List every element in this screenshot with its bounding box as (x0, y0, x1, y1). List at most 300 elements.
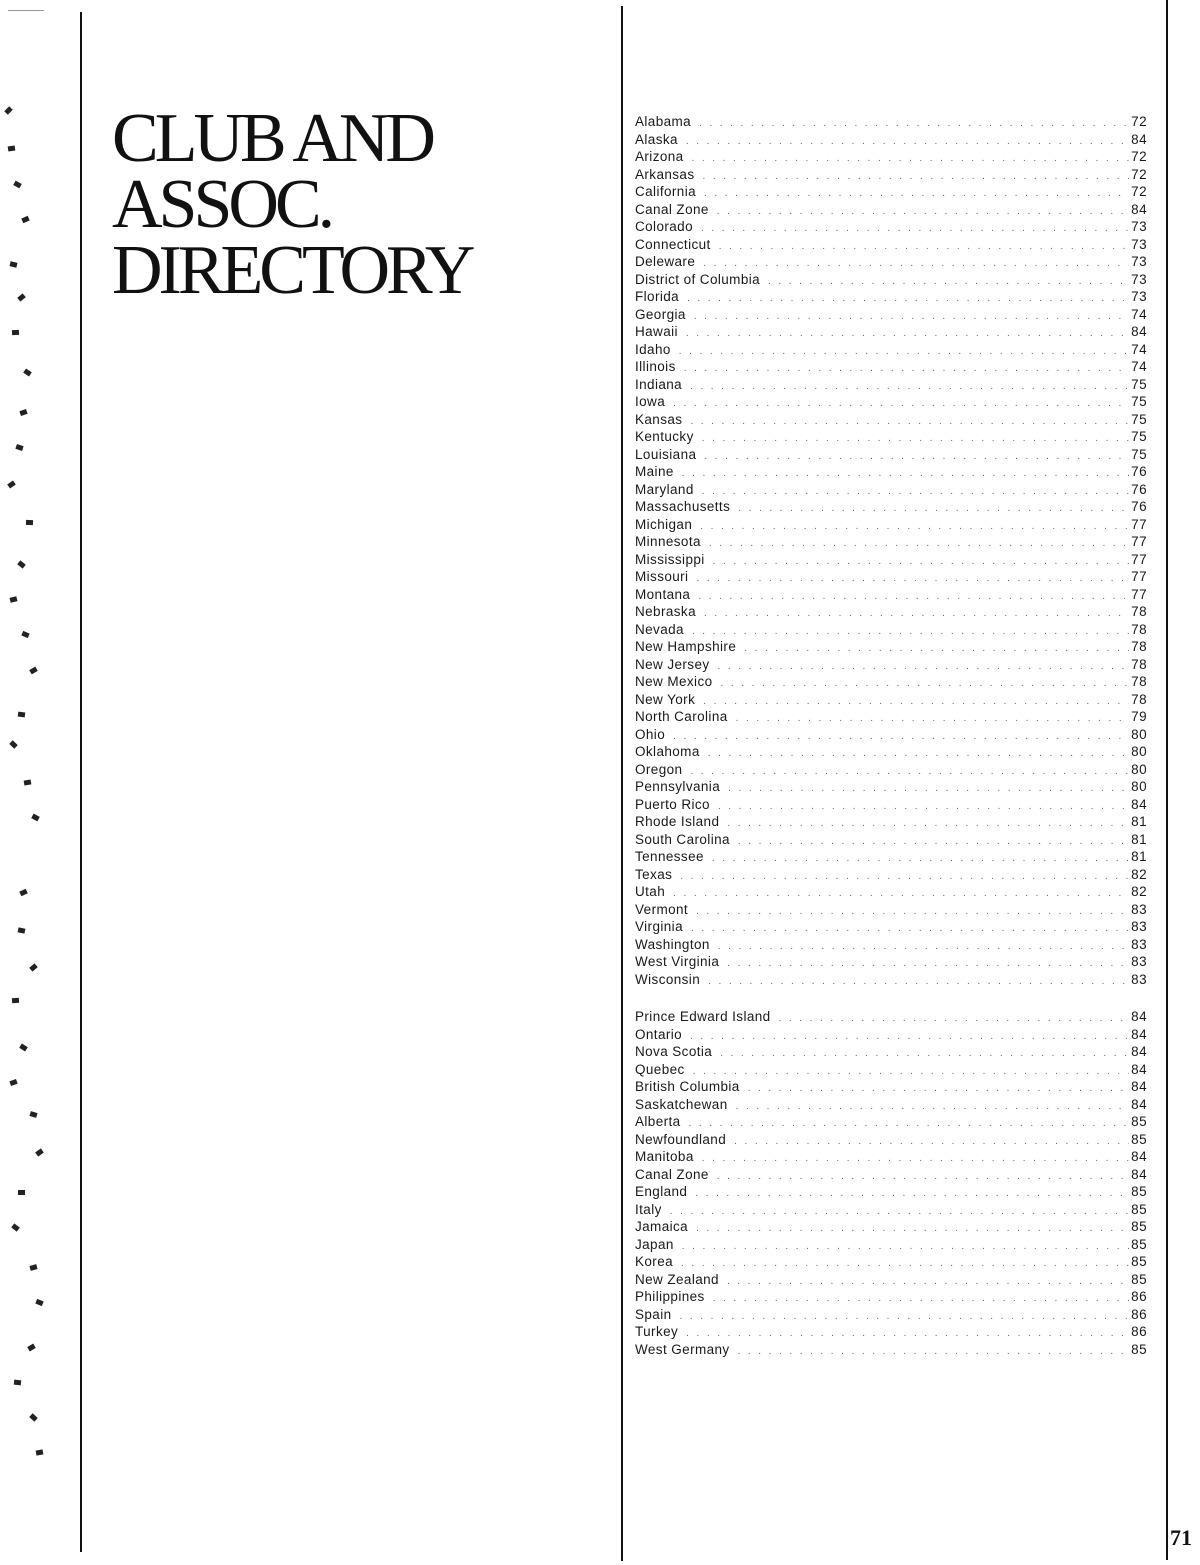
toc-entry-page: 78 (1131, 639, 1147, 654)
page-title (112, 100, 472, 309)
toc-entry-name: Alaska (635, 131, 678, 147)
toc-entry-page: 85 (1131, 1254, 1147, 1269)
toc-leader-dots (709, 535, 1129, 553)
toc-entry-name: Oklahoma (635, 744, 700, 759)
toc-entry (635, 691, 1147, 709)
toc-leader-dots (708, 745, 1129, 763)
toc-leader-dots (702, 483, 1129, 501)
toc-entry-page: 75 (1131, 394, 1147, 409)
toc-entry-page: 76 (1131, 481, 1147, 497)
toc-entry (635, 778, 1147, 796)
toc-entry-name: Ohio (635, 726, 666, 742)
toc-leader-dots (686, 1325, 1129, 1343)
toc-entry-page: 83 (1131, 901, 1147, 917)
toc-entry (635, 656, 1147, 674)
toc-entry-page: 84 (1131, 1166, 1147, 1182)
toc-leader-dots (727, 815, 1129, 833)
toc-entry (635, 761, 1147, 779)
toc-entry (635, 376, 1147, 394)
toc-leader-dots (686, 133, 1129, 151)
binding-mark (27, 1344, 36, 1352)
toc-entry-page: 78 (1131, 691, 1147, 707)
toc-leader-dots (702, 430, 1129, 448)
toc-entry-page: 83 (1131, 954, 1147, 969)
toc-entry-page: 73 (1131, 219, 1147, 234)
binding-mark (7, 480, 16, 488)
toc-entry (635, 708, 1147, 726)
binding-mark (21, 216, 29, 223)
binding-mark (35, 1299, 43, 1306)
toc-entry (635, 113, 1147, 131)
toc-entry (635, 1008, 1147, 1026)
toc-entry-page: 77 (1131, 516, 1147, 532)
toc-leader-dots (702, 168, 1129, 186)
toc-entry-page: 81 (1131, 831, 1147, 847)
toc-entry-name: Mississippi (635, 551, 705, 567)
toc-entry (635, 1061, 1147, 1079)
binding-mark (13, 181, 22, 189)
toc-entry (635, 1113, 1147, 1131)
toc-entry-name: Missouri (635, 569, 689, 584)
toc-entry-name: Idaho (635, 341, 671, 357)
binding-mark (31, 814, 40, 822)
toc-entry-name: Manitoba (635, 1149, 694, 1164)
toc-entry (635, 603, 1147, 621)
toc-leader-dots (700, 518, 1129, 536)
toc-leader-dots (703, 693, 1129, 711)
toc-entry-name: Colorado (635, 219, 693, 234)
toc-leader-dots (681, 1255, 1129, 1273)
toc-entry (635, 1288, 1147, 1306)
toc-entry-page: 84 (1131, 1061, 1147, 1077)
toc-leader-dots (708, 973, 1129, 991)
toc-entry-page: 84 (1131, 1149, 1147, 1164)
toc-entry-page: 84 (1131, 1096, 1147, 1112)
toc-entry (635, 1131, 1147, 1149)
toc-leader-dots (768, 273, 1129, 291)
toc-entry-page: 77 (1131, 569, 1147, 584)
toc-entry-page: 82 (1131, 866, 1147, 882)
binding-mark (29, 1111, 37, 1118)
toc-leader-dots (779, 1010, 1130, 1028)
binding-mark (8, 146, 16, 152)
toc-entry-name: Minnesota (635, 534, 701, 549)
toc-entry (635, 1043, 1147, 1061)
toc-leader-dots (680, 868, 1129, 886)
toc-entry-page: 84 (1131, 1026, 1147, 1042)
binding-mark (17, 293, 26, 301)
toc-entry-page: 73 (1131, 254, 1147, 269)
toc-leader-dots (738, 500, 1129, 518)
toc-leader-dots (693, 1063, 1129, 1081)
toc-entry (635, 743, 1147, 761)
toc-leader-dots (673, 885, 1129, 903)
toc-entry-name: Michigan (635, 516, 693, 532)
toc-entry-page: 81 (1131, 814, 1147, 829)
binding-mark (23, 368, 32, 376)
toc-entry-name: Alabama (635, 114, 692, 129)
toc-entry-page: 78 (1131, 674, 1147, 689)
toc-entry-page: 86 (1131, 1306, 1147, 1322)
toc-entry-name: New York (635, 691, 696, 707)
toc-entry (635, 131, 1147, 149)
toc-entry (635, 883, 1147, 901)
toc-entry-page: 77 (1131, 586, 1147, 602)
toc-entry (635, 568, 1147, 586)
binding-mark (24, 779, 32, 785)
binding-mark (4, 106, 12, 114)
toc-leader-dots (748, 1080, 1129, 1098)
toc-entry-page: 76 (1131, 499, 1147, 514)
toc-entry-page: 74 (1131, 359, 1147, 374)
toc-entry (635, 166, 1147, 184)
toc-entry-page: 85 (1131, 1131, 1147, 1147)
toc-entry (635, 236, 1147, 254)
toc-entry (635, 1183, 1147, 1201)
toc-leader-dots (689, 1115, 1130, 1133)
toc-entry-name: Georgia (635, 306, 686, 322)
toc-entry (635, 271, 1147, 289)
toc-entry-name: New Zealand (635, 1271, 719, 1287)
toc-leader-dots (728, 780, 1129, 798)
binding-mark (35, 1148, 44, 1156)
toc-entry-name: Prince Edward Island (635, 1009, 771, 1024)
binding-mark (10, 261, 18, 267)
toc-entry-name: Rhode Island (635, 814, 720, 829)
toc-entry-name: Nebraska (635, 604, 696, 619)
binding-mark (29, 1264, 37, 1271)
left-column-rule (80, 12, 82, 1552)
toc-leader-dots (695, 1185, 1129, 1203)
toc-entry (635, 848, 1147, 866)
toc-entry-name: Massachusetts (635, 499, 731, 514)
toc-leader-dots (692, 150, 1130, 168)
toc-leader-dots (702, 1150, 1129, 1168)
toc-entry-page: 74 (1131, 341, 1147, 357)
toc-entry-page: 76 (1131, 464, 1147, 479)
toc-leader-dots (704, 605, 1129, 623)
toc-leader-dots (703, 255, 1129, 273)
toc-entry-page: 72 (1131, 114, 1147, 129)
toc-leader-dots (719, 238, 1129, 256)
toc-entry-page: 82 (1131, 884, 1147, 899)
toc-entry-name: Virginia (635, 919, 683, 934)
binding-mark (12, 330, 19, 335)
toc-entry (635, 1148, 1147, 1166)
toc-entry (635, 1201, 1147, 1219)
toc-entry-name: Puerto Rico (635, 796, 710, 812)
toc-entry (635, 1218, 1147, 1236)
toc-entry-name: Deleware (635, 254, 696, 269)
toc-entry-page: 75 (1131, 376, 1147, 392)
toc-leader-dots (690, 763, 1129, 781)
toc-entry (635, 411, 1147, 429)
binding-mark (19, 1043, 28, 1051)
toc-entry-name: California (635, 184, 697, 199)
toc-leader-dots (673, 728, 1129, 746)
toc-entry-page: 72 (1131, 166, 1147, 182)
toc-entry-page: 78 (1131, 604, 1147, 619)
binding-mark (19, 409, 27, 416)
toc-entry-name: New Jersey (635, 656, 710, 672)
toc-leader-dots (717, 1168, 1129, 1186)
toc-leader-dots (718, 938, 1129, 956)
toc-entry (635, 533, 1147, 551)
toc-entry-name: Canal Zone (635, 1166, 709, 1182)
toc-leader-dots (698, 588, 1129, 606)
toc-leader-dots (713, 553, 1130, 571)
toc-entry-page: 84 (1131, 1009, 1147, 1024)
toc-entry-name: Indiana (635, 376, 683, 392)
binding-mark (18, 712, 26, 718)
page-number: 71 (1170, 1525, 1192, 1550)
toc-leader-dots (720, 1045, 1129, 1063)
toc-entry-name: Louisiana (635, 446, 697, 462)
toc-entry-name: Pennsylvania (635, 779, 721, 794)
binding-mark (29, 1413, 38, 1421)
binding-marks (0, 0, 60, 1565)
toc-entry-name: Texas (635, 866, 673, 882)
toc-leader-dots (721, 675, 1130, 693)
toc-leader-dots (684, 360, 1129, 378)
binding-mark (18, 927, 26, 933)
toc-entry-name: Utah (635, 884, 666, 899)
toc-leader-dots (734, 1133, 1129, 1151)
toc-entry-page: 85 (1131, 1219, 1147, 1234)
toc-entry-page: 80 (1131, 761, 1147, 777)
toc-entry-page: 84 (1131, 796, 1147, 812)
toc-entry-page: 84 (1131, 131, 1147, 147)
binding-mark (36, 1449, 44, 1455)
toc-entry-page: 80 (1131, 744, 1147, 759)
toc-entry (635, 936, 1147, 954)
toc-entry (635, 638, 1147, 656)
toc-leader-dots (744, 640, 1129, 658)
toc-entry-page: 78 (1131, 656, 1147, 672)
toc-entry-name: Wisconsin (635, 971, 701, 987)
toc-entry-name: Vermont (635, 901, 689, 917)
toc-entry-name: Oregon (635, 761, 683, 777)
toc-entry (635, 428, 1147, 446)
toc-entry (635, 201, 1147, 219)
toc-leader-dots (686, 325, 1129, 343)
right-column-rule (1166, 0, 1168, 1560)
toc-entry (635, 516, 1147, 534)
binding-mark (19, 889, 27, 896)
toc-entry-name: West Germany (635, 1341, 730, 1357)
toc-leader-dots (699, 115, 1129, 133)
toc-entry (635, 1096, 1147, 1114)
center-column-rule (621, 6, 623, 1561)
toc-leader-dots (673, 395, 1129, 413)
toc-leader-dots (701, 220, 1129, 238)
toc-entry-name: West Virginia (635, 954, 720, 969)
toc-leader-dots (696, 1220, 1129, 1238)
toc-entry (635, 1078, 1147, 1096)
toc-entry-name: District of Columbia (635, 271, 761, 287)
binding-mark (18, 1190, 25, 1195)
toc-entry-page: 72 (1131, 184, 1147, 199)
toc-leader-dots (691, 920, 1129, 938)
toc-entry (635, 673, 1147, 691)
toc-entry-name: North Carolina (635, 709, 728, 724)
toc-leader-dots (736, 710, 1130, 728)
toc-entry (635, 288, 1147, 306)
toc-entry-name: Florida (635, 289, 680, 304)
toc-leader-dots (694, 308, 1129, 326)
toc-leader-dots (704, 448, 1129, 466)
toc-leader-dots (692, 623, 1129, 641)
toc-leader-dots (718, 658, 1130, 676)
toc-entry-name: Philippines (635, 1289, 705, 1304)
title-line-3: DIRECTORY (112, 232, 472, 309)
binding-mark (15, 444, 23, 451)
toc-entry (635, 953, 1147, 971)
toc-entry (635, 306, 1147, 324)
toc-entry-page: 83 (1131, 936, 1147, 952)
toc-entry-page: 80 (1131, 726, 1147, 742)
toc-entry (635, 323, 1147, 341)
toc-entry-name: Arizona (635, 149, 684, 164)
toc-entry-name: Montana (635, 586, 691, 602)
toc-entry (635, 393, 1147, 411)
toc-entry-page: 85 (1131, 1201, 1147, 1217)
toc-entry-name: England (635, 1184, 688, 1199)
toc-entry (635, 1236, 1147, 1254)
toc-entry-name: Iowa (635, 394, 666, 409)
toc-entry (635, 1166, 1147, 1184)
toc-entry-name: Maine (635, 464, 674, 479)
toc-leader-dots (712, 850, 1129, 868)
toc-entry-name: Maryland (635, 481, 694, 497)
toc-entry (635, 498, 1147, 516)
toc-entry-name: Nova Scotia (635, 1044, 713, 1059)
toc-entry-page: 79 (1131, 709, 1147, 724)
toc-entry-page: 84 (1131, 324, 1147, 339)
toc-entry-page: 75 (1131, 446, 1147, 462)
toc-entry-name: Washington (635, 936, 710, 952)
binding-mark (9, 740, 18, 748)
toc-entry-name: Ontario (635, 1026, 683, 1042)
toc-entry-name: Japan (635, 1236, 674, 1252)
toc-entry (635, 253, 1147, 271)
binding-mark (9, 596, 17, 603)
toc-entry (635, 218, 1147, 236)
toc-entry (635, 971, 1147, 989)
toc-entry-page: 72 (1131, 149, 1147, 164)
toc-entry-name: Newfoundland (635, 1131, 727, 1147)
toc-leader-dots (727, 955, 1129, 973)
toc-entry (635, 1306, 1147, 1324)
toc-leader-dots (690, 413, 1129, 431)
toc-entry-name: Canal Zone (635, 201, 709, 217)
toc-entry-name: Italy (635, 1201, 662, 1217)
toc-entry-page: 73 (1131, 289, 1147, 304)
toc-entry-name: South Carolina (635, 831, 730, 847)
toc-entry (635, 1271, 1147, 1289)
toc-entry-page: 83 (1131, 919, 1147, 934)
binding-mark (29, 963, 38, 971)
us-directory-list (635, 113, 1147, 988)
toc-entry-name: British Columbia (635, 1079, 740, 1094)
toc-entry (635, 148, 1147, 166)
toc-entry-page: 80 (1131, 779, 1147, 794)
toc-entry-page: 84 (1131, 1044, 1147, 1059)
binding-mark (29, 667, 38, 675)
title-line-1: CLUB AND (112, 100, 432, 177)
toc-leader-dots (736, 1098, 1130, 1116)
toc-entry-name: Hawaii (635, 324, 678, 339)
toc-entry-name: Tennessee (635, 849, 704, 864)
toc-entry (635, 463, 1147, 481)
toc-entry-name: Quebec (635, 1061, 685, 1077)
toc-entry-page: 85 (1131, 1341, 1147, 1357)
binding-mark (11, 1223, 20, 1231)
toc-entry (635, 831, 1147, 849)
toc-entry-page: 85 (1131, 1236, 1147, 1252)
toc-leader-dots (680, 1308, 1130, 1326)
toc-leader-dots (738, 833, 1129, 851)
toc-entry-name: Illinois (635, 359, 676, 374)
toc-entry-page: 81 (1131, 849, 1147, 864)
toc-entry-name: Kentucky (635, 429, 694, 444)
toc-entry-name: New Hampshire (635, 639, 737, 654)
toc-entry (635, 901, 1147, 919)
toc-entry-page: 86 (1131, 1289, 1147, 1304)
toc-entry-page: 83 (1131, 971, 1147, 987)
toc-entry (635, 621, 1147, 639)
toc-entry-name: Arkansas (635, 166, 695, 182)
toc-entry (635, 1323, 1147, 1341)
toc-entry-page: 74 (1131, 306, 1147, 322)
toc-entry-page: 73 (1131, 236, 1147, 252)
toc-entry-name: Jamaica (635, 1219, 689, 1234)
toc-entry-page: 85 (1131, 1271, 1147, 1287)
toc-leader-dots (682, 1238, 1129, 1256)
binding-mark (12, 998, 19, 1003)
toc-entry (635, 813, 1147, 831)
toc-entry (635, 1253, 1147, 1271)
toc-entry (635, 551, 1147, 569)
toc-entry-page: 77 (1131, 551, 1147, 567)
toc-entry-name: Spain (635, 1306, 672, 1322)
toc-entry-name: Connecticut (635, 236, 711, 252)
toc-entry (635, 1341, 1147, 1359)
toc-leader-dots (687, 290, 1129, 308)
toc-leader-dots (696, 570, 1129, 588)
toc-entry-page: 85 (1131, 1184, 1147, 1199)
toc-entry-page: 78 (1131, 621, 1147, 637)
toc-leader-dots (738, 1343, 1130, 1361)
toc-entry-page: 85 (1131, 1114, 1147, 1129)
binding-mark (9, 1079, 17, 1086)
toc-leader-dots (690, 378, 1129, 396)
toc-entry-name: New Mexico (635, 674, 713, 689)
toc-entry (635, 866, 1147, 884)
toc-entry (635, 1026, 1147, 1044)
toc-entry (635, 183, 1147, 201)
toc-entry-name: Kansas (635, 411, 683, 427)
binding-mark (14, 1380, 21, 1386)
toc-entry-name: Korea (635, 1254, 674, 1269)
binding-mark (21, 631, 29, 638)
toc-entry (635, 481, 1147, 499)
toc-entry (635, 918, 1147, 936)
toc-leader-dots (696, 903, 1129, 921)
toc-entry (635, 341, 1147, 359)
toc-entry-page: 77 (1131, 534, 1147, 549)
toc-entry (635, 358, 1147, 376)
